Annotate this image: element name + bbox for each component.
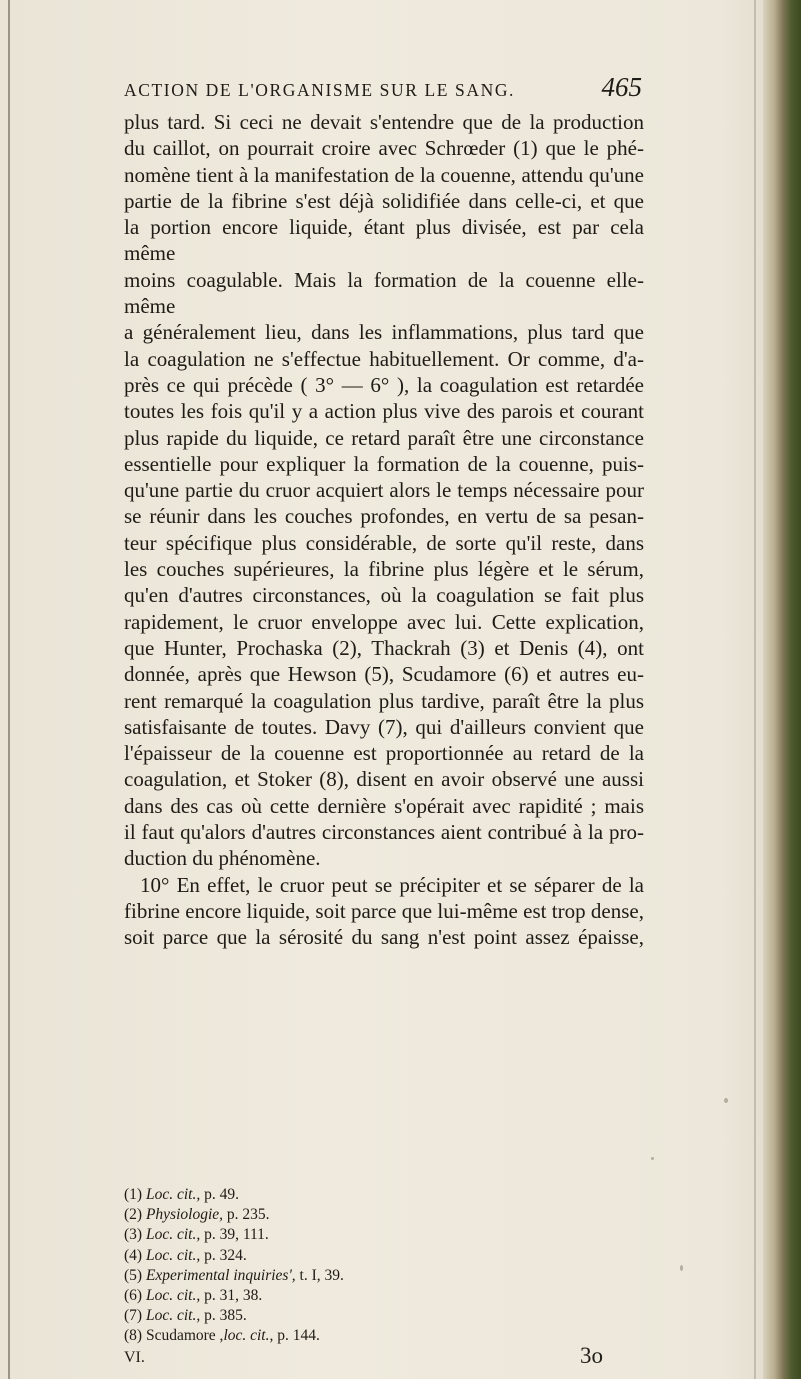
text-line: qu'une partie du cruor acquiert alors le temps nécessaire pour [124,478,644,503]
footnote-number: (2) [124,1206,146,1224]
footnote-page: p. 49. [200,1186,239,1203]
gathering-number: 3o [580,1343,603,1368]
text-line: dans des cas où cette dernière s'opérait avec rapidité ; mais [124,793,644,818]
footnote-reference: Loc. cit., [145,1186,201,1203]
text-line: toutes les fois qu'il y a action plus vive des parois et courant [124,399,644,424]
text-line: l'épaisseur de la couenne est proportionnée au retard de la [124,741,644,766]
footnote [124,1246,644,1266]
text-line: coagulation, et Stoker (8), disent en avoir observé une aussi [124,767,644,792]
text-line: plus tard. Si ceci ne devait s'entendre que de la production [124,110,644,134]
footnote-reference: Loc. cit., [145,1226,201,1244]
paper-speck [724,1098,728,1103]
text-line: essentielle pour expliquer la formation de la couenne, puis- [124,451,644,476]
text-line: se réunir dans les couches profondes, en vertu de sa pesan- [124,504,644,529]
text-line: la coagulation ne s'effectue habituellement. Or comme, d'a- [124,346,644,371]
footnote-page: p. 39, 111. [200,1226,269,1244]
text-line: duction du phénomène. [124,846,321,871]
text-line: satisfaisante de toutes. Davy (7), qui d'ailleurs convient que [124,714,644,739]
footnote-page: p. 144. [273,1327,320,1345]
text-line: rent remarqué la coagulation plus tardive, paraît être la plus [124,688,644,713]
footnote [124,1185,644,1205]
footnote-reference: Loc. cit., [145,1287,201,1305]
signature-mark: VI. [124,1349,145,1366]
text-line: plus rapide du liquide, ce retard paraît être une circonstance [124,425,644,450]
paper-speck [651,1157,654,1160]
footnote-reference: Physiologie, [145,1206,224,1224]
footnote-number: (6) [124,1287,146,1305]
footnote-number: (3) [124,1226,146,1244]
footnote-page: p. 235. [223,1206,270,1224]
footnote-number: (7) [124,1307,146,1325]
scan-right-gutter [754,0,756,1379]
page-number: 465 [601,72,642,102]
footnote-number: (4) [124,1246,146,1264]
footnote-number: (1) [124,1186,146,1203]
body-text [124,109,644,951]
text-line: nomène tient à la manifestation de la couenne, attendu qu'une [124,162,644,187]
footnote-reference: Loc. cit., [145,1307,201,1325]
text-line: il faut qu'alors d'autres circonstances aient contribué à la pro- [124,820,644,845]
footnote-reference: Loc. cit., [145,1246,201,1264]
text-line: teur spécifique plus considérable, de sorte qu'il reste, dans [124,530,644,555]
footnote-page: t. I, 39. [295,1266,344,1284]
signature-line [124,1343,644,1373]
footnote-reference: Scudamore , [145,1327,224,1345]
text-line: qu'en d'autres circonstances, où la coagulation se fait plus [124,583,644,608]
footnote [124,1225,644,1245]
text-line: fibrine encore liquide, soit parce que lui-même est trop dense, [124,898,644,923]
footnote [124,1266,644,1286]
footnote-number: (5) [124,1266,146,1284]
footnote [124,1205,644,1225]
text-line: moins coagulable. Mais la formation de la couenne elle-même [124,267,644,319]
footnote-number: (8) [124,1327,146,1345]
footnote-reference-italic: loc. cit., [223,1327,274,1345]
footnote-page: p. 385. [200,1307,247,1325]
text-line: rapidement, le cruor enveloppe avec lui. Cette explication, [124,609,644,634]
page-header [124,74,644,108]
footnote-page: p. 31, 38. [200,1287,263,1305]
text-line: que Hunter, Prochaska (2), Thackrah (3) et Denis (4), ont [124,635,644,660]
footnote [124,1286,644,1306]
paper-speck [680,1265,683,1271]
text-line: partie de la fibrine s'est déjà solidifiée dans celle-ci, et que [124,188,644,213]
text-line: près ce qui précède ( 3° — 6° ), la coagulation est retardée [124,372,644,397]
footnote [124,1306,644,1326]
text-line: a généralement lieu, dans les inflammations, plus tard que [124,320,644,345]
text-line: la portion encore liquide, étant plus divisée, est par cela même [124,215,644,266]
scan-left-edge [8,0,10,1379]
text-line: soit parce que la sérosité du sang n'est point assez épaisse, [124,925,644,950]
footnote-reference: Experimental inquiries', [145,1266,296,1284]
text-line: donnée, après que Hewson (5), Scudamore (6) et autres eu- [124,662,644,687]
book-edge [763,0,801,1379]
text-line: du caillot, on pourrait croire avec Schrœder (1) que le phé- [124,136,644,161]
running-head: ACTION DE L'ORGANISME SUR LE SANG. [124,80,516,100]
text-line: les couches supérieures, la fibrine plus légère et le sérum, [124,557,644,582]
footnote-page: p. 324. [200,1246,247,1264]
footnote [124,1326,644,1346]
text-line: 10° En effet, le cruor peut se précipiter et se séparer de la [140,872,644,897]
footnotes [124,1185,644,1347]
